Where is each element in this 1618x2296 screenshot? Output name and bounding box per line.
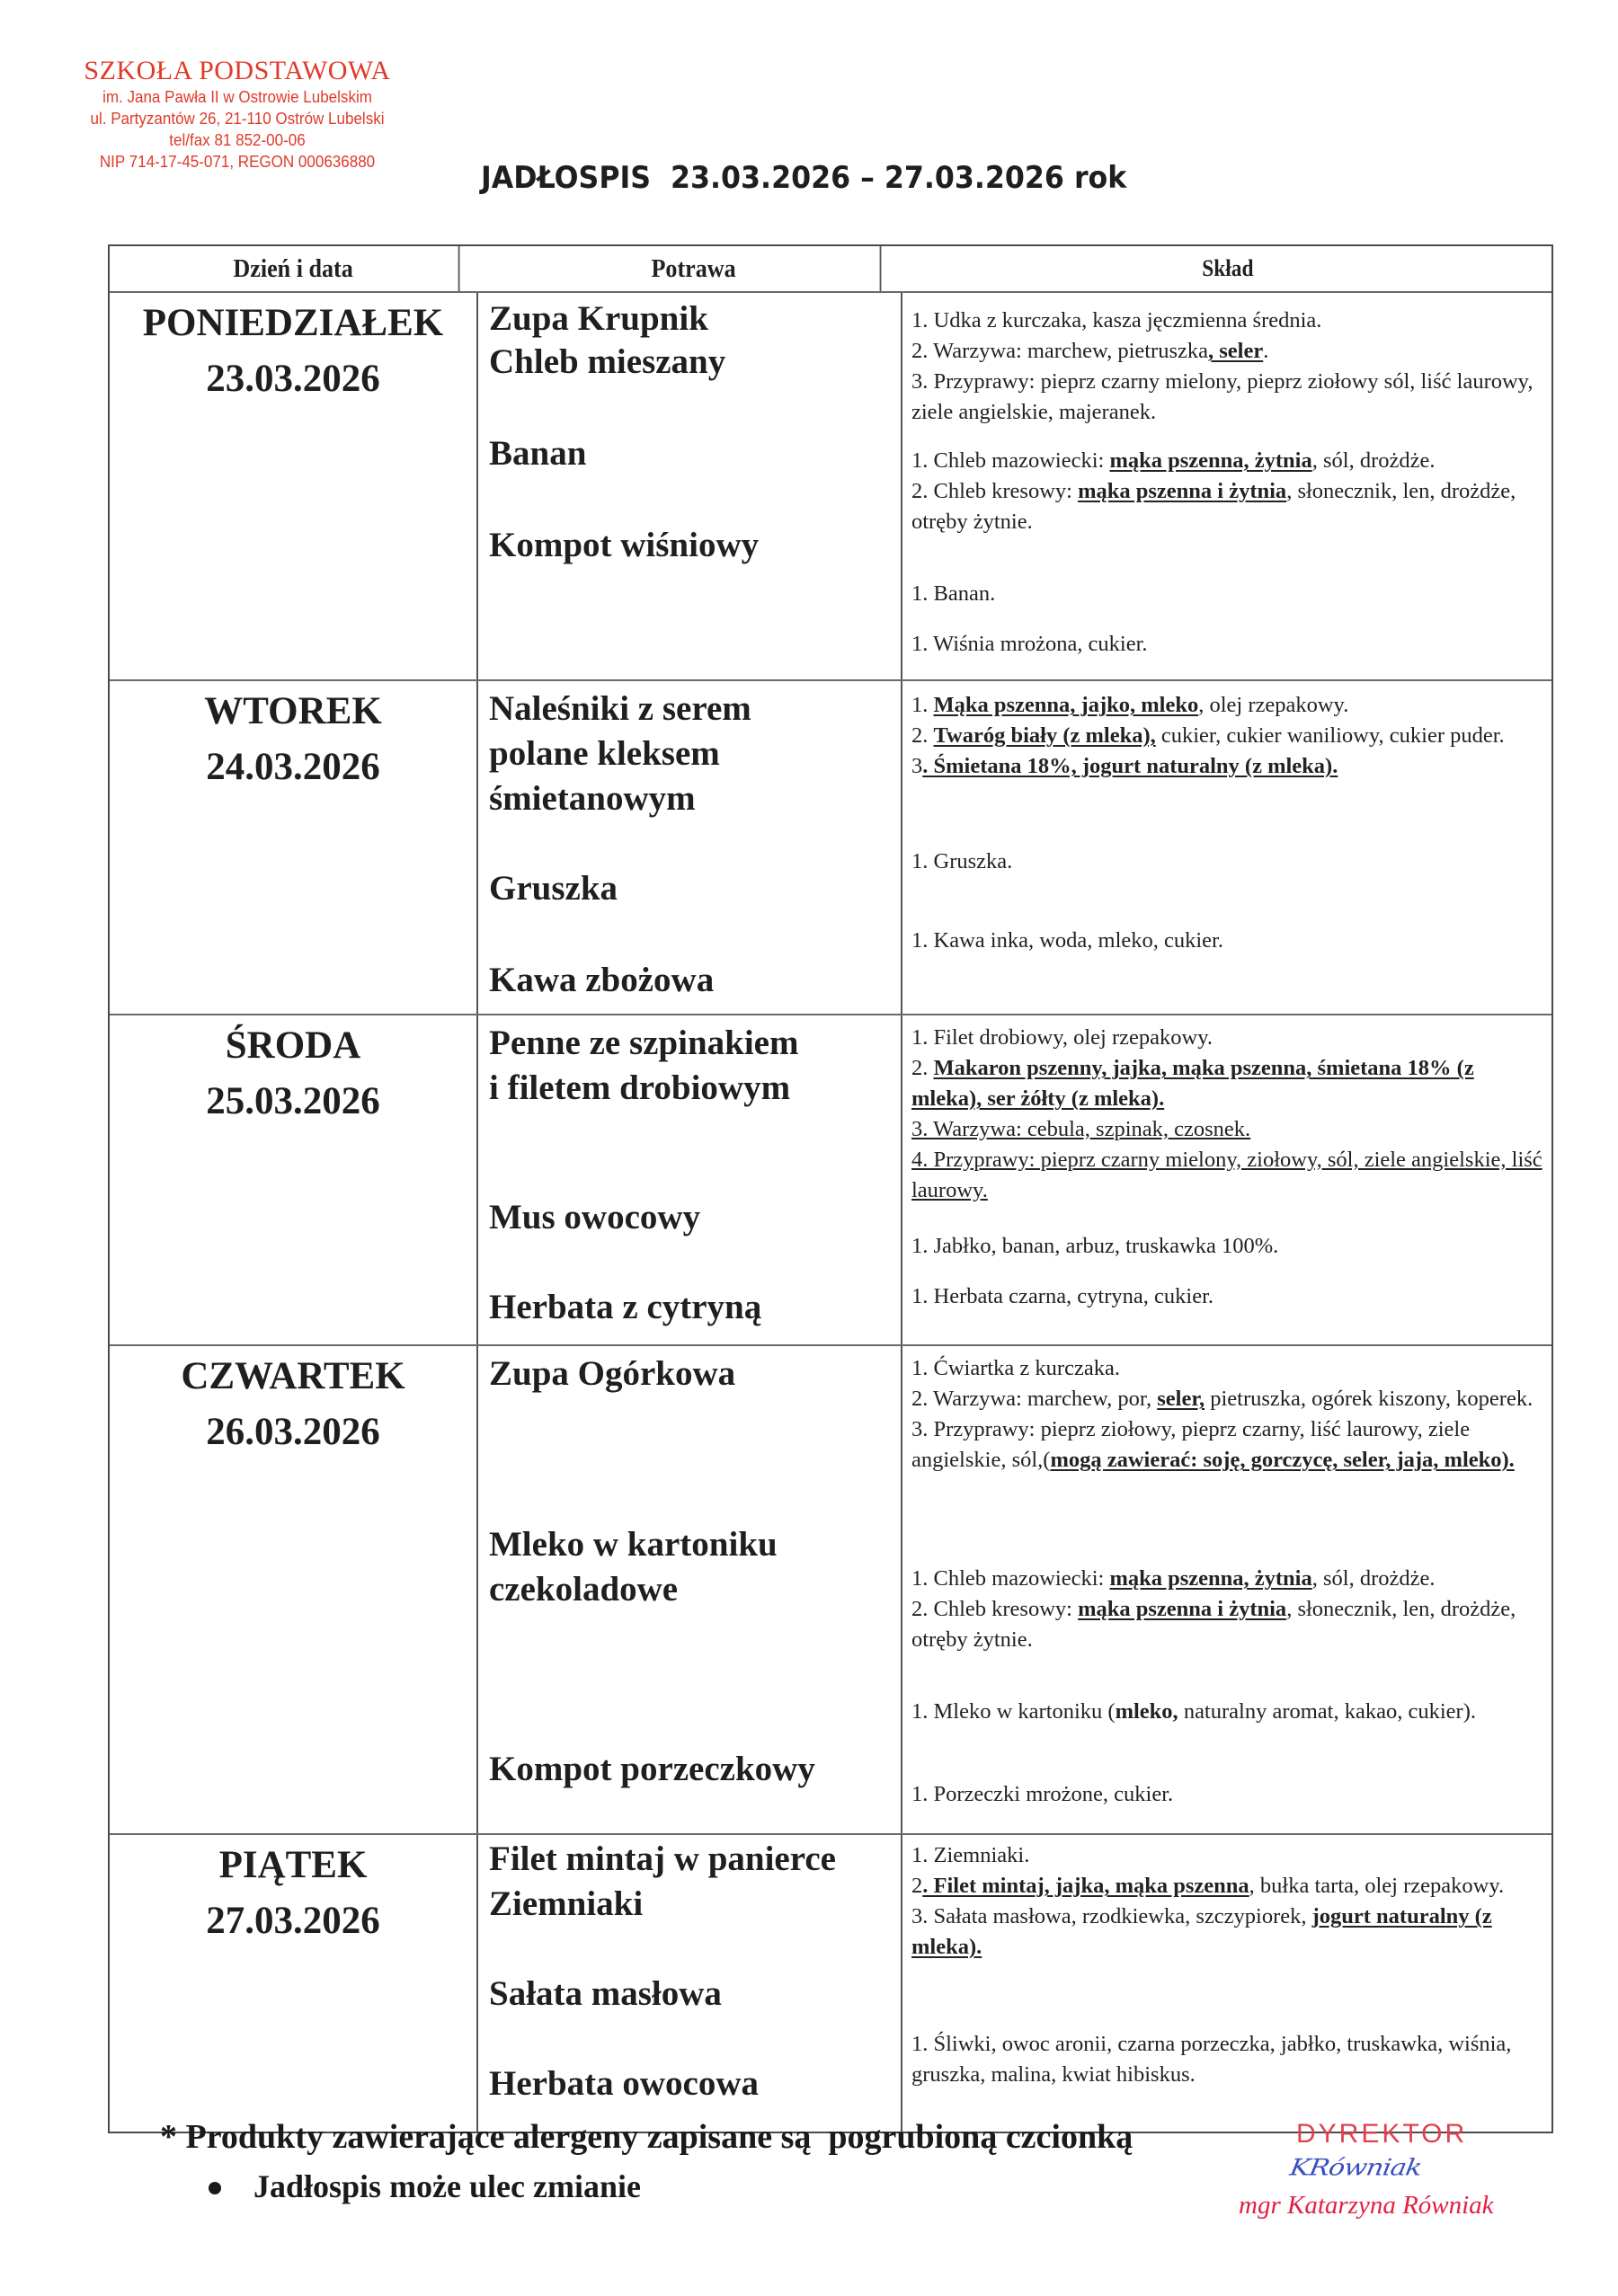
ingredient-line <box>911 1414 1544 1476</box>
dish-item: i filetem drobiowym <box>489 1068 791 1107</box>
ingredients-block <box>911 306 1544 428</box>
ingredients-cell <box>902 681 1551 1014</box>
ingredients-cell <box>902 1015 1551 1344</box>
dish-item: Mus owocowy <box>489 1198 701 1237</box>
dish-item: Kompot porzeczkowy <box>489 1750 815 1788</box>
page-title: JADŁOSPIS 23.03.2026 – 27.03.2026 rok <box>481 160 1127 196</box>
ingredient-text: 1. Jabłko, banan, arbuz, truskawka 100%. <box>911 1234 1279 1258</box>
ingredients-block <box>911 446 1544 537</box>
ingredient-text: 1. Śliwki, owoc aronii, czarna porzeczka, jabłko, truskawka, wiśnia, gruszka, malina, kwiat hibiskus. <box>911 2032 1512 2087</box>
ingredients-block <box>911 2029 1544 2090</box>
ingredient-line <box>911 1902 1544 1963</box>
allergen-text: . Filet mintaj, jajka, mąka pszenna <box>922 1874 1249 1898</box>
allergen-text: , seler <box>1208 339 1264 363</box>
ingredients-cell <box>902 1346 1551 1833</box>
ingredient-line <box>911 476 1544 537</box>
ingredient-text: cukier, cukier waniliowy, cukier puder. <box>1155 723 1505 748</box>
ingredient-text: . <box>1263 339 1269 363</box>
table-row-wednesday <box>110 1014 1551 1344</box>
ingredient-text: 2. Warzywa: marchew, pietruszka <box>911 339 1208 363</box>
ingredient-line <box>911 1564 1544 1594</box>
dish-cell <box>478 1346 902 1833</box>
ingredient-text: 1. Udka z kurczaka, kasza jęczmienna średnia. <box>911 308 1322 332</box>
menu-table <box>108 244 1553 2133</box>
dish-cell <box>478 293 902 679</box>
day-name: PIĄTEK <box>218 1844 368 1886</box>
day-cell <box>110 293 478 679</box>
allergen-text: seler, <box>1157 1387 1205 1411</box>
ingredient-line <box>911 1053 1544 1114</box>
change-note: Jadłospis może ulec zmianie <box>253 2168 641 2204</box>
stamp-line: im. Jana Pawła II w Ostrowie Lubelskim <box>102 87 372 106</box>
ingredient-text: 3. Warzywa: cebula, szpinak, czosnek. <box>911 1117 1251 1141</box>
ingredient-line <box>911 306 1544 336</box>
header-ingredients: Skład <box>1202 255 1254 281</box>
ingredients-block <box>911 1023 1544 1206</box>
allergen-text: Mąka pszenna, jajko, mleko <box>933 693 1199 717</box>
allergen-text: mąka pszenna i żytnia <box>1078 1597 1287 1621</box>
dish-item: Filet mintaj w panierce <box>489 1839 836 1878</box>
dish-item: Banan <box>489 434 587 473</box>
ingredients-block <box>911 847 1544 877</box>
stamp-line: tel/fax 81 852-00-06 <box>169 130 306 149</box>
ingredient-text: 1. <box>911 693 934 717</box>
dish-item: Naleśniki z serem <box>489 689 751 728</box>
director-stamp-title: DYREKTOR <box>1296 2119 1468 2149</box>
ingredient-line <box>911 1384 1544 1414</box>
ingredient-text: 1. Kawa inka, woda, mleko, cukier. <box>911 928 1223 953</box>
ingredient-line <box>911 1231 1544 1262</box>
ingredient-line <box>911 2029 1544 2090</box>
ingredient-text: 2. Warzywa: marchew, por, <box>911 1387 1158 1411</box>
director-name: mgr Katarzyna Równiak <box>1239 2191 1494 2220</box>
allergen-text: . Śmietana 18%, jogurt naturalny (z mleka). <box>922 754 1338 778</box>
dish-item: Zupa Ogórkowa <box>489 1354 736 1393</box>
table-row-monday <box>110 291 1551 679</box>
dish-item: Herbata z cytryną <box>489 1288 762 1326</box>
ingredient-line <box>911 1145 1544 1206</box>
day-cell <box>110 1015 478 1344</box>
ingredients-cell <box>902 1835 1551 2132</box>
ingredient-line <box>911 1840 1544 1871</box>
school-stamp <box>58 56 417 173</box>
ingredient-text: pietruszka, ogórek kiszony, koperek. <box>1205 1387 1534 1411</box>
allergen-text: Twaróg biały (z mleka), <box>933 723 1156 748</box>
ingredients-block <box>911 1231 1544 1262</box>
table-header-row <box>110 246 1551 291</box>
dish-item: Herbata owocowa <box>489 2064 760 2103</box>
ingredient-line <box>911 367 1544 428</box>
ingredient-line <box>911 721 1544 751</box>
ingredient-text: 2. Chleb kresowy: <box>911 479 1079 503</box>
dish-item: Chleb mieszany <box>489 342 726 381</box>
dish-item: Sałata masłowa <box>489 1974 722 2013</box>
ingredient-text: , sól, drożdże. <box>1311 1566 1436 1591</box>
ingredient-text: , bułka tarta, olej rzepakowy. <box>1249 1874 1505 1898</box>
ingredient-text: naturalny aromat, kakao, cukier). <box>1178 1699 1476 1724</box>
ingredient-text: 3. Przyprawy: pieprz ziołowy, pieprz czarny, liść laurowy, ziele angielskie, sól,( <box>911 1417 1471 1472</box>
ingredient-text: 1. Chleb mazowiecki: <box>911 448 1110 473</box>
stamp-school-name: SZKOŁA PODSTAWOWA <box>84 56 391 85</box>
ingredient-line <box>911 1023 1544 1053</box>
ingredients-block <box>911 1779 1544 1810</box>
ingredient-line <box>911 1779 1544 1810</box>
day-name: PONIEDZIAŁEK <box>142 302 444 344</box>
dish-cell <box>478 1015 902 1344</box>
dish-item: Gruszka <box>489 869 618 908</box>
day-name: WTOREK <box>204 690 382 732</box>
allergen-text: Makaron pszenny, jajka, mąka pszenna, śmietana 18% (z mleka), ser żółty (z mleka). <box>911 1056 1474 1111</box>
day-date: 25.03.2026 <box>206 1080 380 1122</box>
ingredient-text: , słonecznik, len, drożdże, otręby żytnie. <box>911 479 1516 534</box>
allergen-text: mąka pszenna, żytnia <box>1109 1566 1312 1591</box>
ingredients-block <box>911 579 1544 609</box>
day-date: 23.03.2026 <box>206 358 380 400</box>
allergen-text: mąka pszenna, żytnia <box>1109 448 1312 473</box>
ingredient-line <box>911 1871 1544 1902</box>
ingredient-line <box>911 1281 1544 1312</box>
ingredient-line <box>911 847 1544 877</box>
ingredient-text: 1. Chleb mazowiecki: <box>911 1566 1110 1591</box>
day-date: 26.03.2026 <box>206 1411 380 1453</box>
ingredient-line <box>911 1353 1544 1384</box>
ingredient-text: 1. Ziemniaki. <box>911 1843 1030 1867</box>
dish-item: Penne ze szpinakiem <box>489 1024 799 1062</box>
dish-item: Mleko w kartoniku <box>489 1525 778 1564</box>
ingredient-text: , sól, drożdże. <box>1311 448 1436 473</box>
ingredient-text: 1. Gruszka. <box>911 849 1013 873</box>
header-day-date: Dzień i data <box>129 246 460 291</box>
ingredient-line <box>911 1114 1544 1145</box>
ingredient-line <box>911 446 1544 476</box>
ingredient-text: 2 <box>911 1874 923 1898</box>
ingredient-text: 1. Porzeczki mrożone, cukier. <box>911 1782 1174 1806</box>
ingredient-text: 1. Mleko w kartoniku ( <box>911 1699 1116 1724</box>
ingredient-line <box>911 751 1544 782</box>
dish-cell <box>478 1835 902 2132</box>
stamp-line: ul. Partyzantów 26, 21-110 Ostrów Lubelski <box>90 109 385 128</box>
day-date: 27.03.2026 <box>206 1900 380 1942</box>
ingredient-line <box>911 926 1544 956</box>
dish-item: czekoladowe <box>489 1570 679 1609</box>
allergen-text: mleko, <box>1115 1699 1178 1724</box>
day-cell <box>110 1346 478 1833</box>
dish-cell <box>478 681 902 1014</box>
ingredients-cell <box>902 293 1551 679</box>
ingredients-block <box>911 926 1544 956</box>
day-cell <box>110 681 478 1014</box>
allergen-text: mąka pszenna i żytnia <box>1078 479 1287 503</box>
ingredient-line <box>911 1594 1544 1655</box>
dish-item: Kompot wiśniowy <box>489 526 760 564</box>
ingredient-text: 1. Herbata czarna, cytryna, cukier. <box>911 1284 1214 1308</box>
ingredient-text: 1. Banan. <box>911 581 996 606</box>
ingredient-text: 3 <box>911 754 923 778</box>
ingredient-text: , słonecznik, len, drożdże, otręby żytnie. <box>911 1597 1516 1652</box>
ingredient-text: 1. Wiśnia mrożona, cukier. <box>911 632 1148 656</box>
allergen-text: jogurt naturalny (z mleka). <box>911 1904 1492 1959</box>
ingredient-line <box>911 629 1544 660</box>
ingredient-text: 1. Filet drobiowy, olej rzepakowy. <box>911 1025 1213 1050</box>
ingredient-text: 4. Przyprawy: pieprz czarny mielony, ziołowy, sól, ziele angielskie, liść laurowy. <box>911 1148 1542 1202</box>
ingredients-block <box>911 1564 1544 1655</box>
table-row-friday <box>110 1833 1551 2132</box>
dish-item: Ziemniaki <box>489 1884 644 1923</box>
ingredient-line <box>911 690 1544 721</box>
day-name: ŚRODA <box>225 1024 361 1067</box>
allergen-note: * Produkty zawierające alergeny zapisane są pogrubioną czcionką <box>160 2118 1133 2156</box>
table-row-thursday <box>110 1344 1551 1833</box>
day-name: CZWARTEK <box>181 1355 405 1397</box>
table-row-tuesday <box>110 679 1551 1014</box>
day-cell <box>110 1835 478 2132</box>
ingredient-line <box>911 579 1544 609</box>
ingredient-text: 2. <box>911 1056 934 1080</box>
dish-item: Zupa Krupnik <box>489 299 708 338</box>
day-date: 24.03.2026 <box>206 746 380 788</box>
ingredient-text: 3. Przyprawy: pieprz czarny mielony, pieprz ziołowy sól, liść laurowy, ziele angielskie, majeranek. <box>911 369 1534 424</box>
dish-item: polane kleksem <box>489 734 720 773</box>
allergen-text: mogą zawierać: soję, gorczycę, seler, jaja, mleko). <box>1050 1448 1515 1472</box>
bullet-icon <box>209 2182 221 2194</box>
ingredient-text: 2. <box>911 723 934 748</box>
ingredients-block <box>911 1353 1544 1476</box>
ingredient-line <box>911 336 1544 367</box>
ingredient-text: , olej rzepakowy. <box>1198 693 1349 717</box>
ingredient-line <box>911 1697 1544 1727</box>
stamp-line: NIP 714-17-45-071, REGON 000636880 <box>99 152 376 171</box>
ingredients-block <box>911 629 1544 660</box>
ingredient-text: 3. Sałata masłowa, rzodkiewka, szczypiorek, <box>911 1904 1312 1928</box>
ingredients-block <box>911 1840 1544 1963</box>
dish-item: śmietanowym <box>489 779 696 818</box>
ingredients-block <box>911 1697 1544 1727</box>
handwritten-signature: KRówniak <box>1287 2154 1424 2182</box>
dish-item: Kawa zbożowa <box>489 961 715 999</box>
header-dish: Potrawa <box>500 246 882 291</box>
ingredients-block <box>911 690 1544 782</box>
ingredient-text: 2. Chleb kresowy: <box>911 1597 1079 1621</box>
ingredient-text: 1. Ćwiartka z kurczaka. <box>911 1356 1120 1380</box>
ingredients-block <box>911 1281 1544 1312</box>
